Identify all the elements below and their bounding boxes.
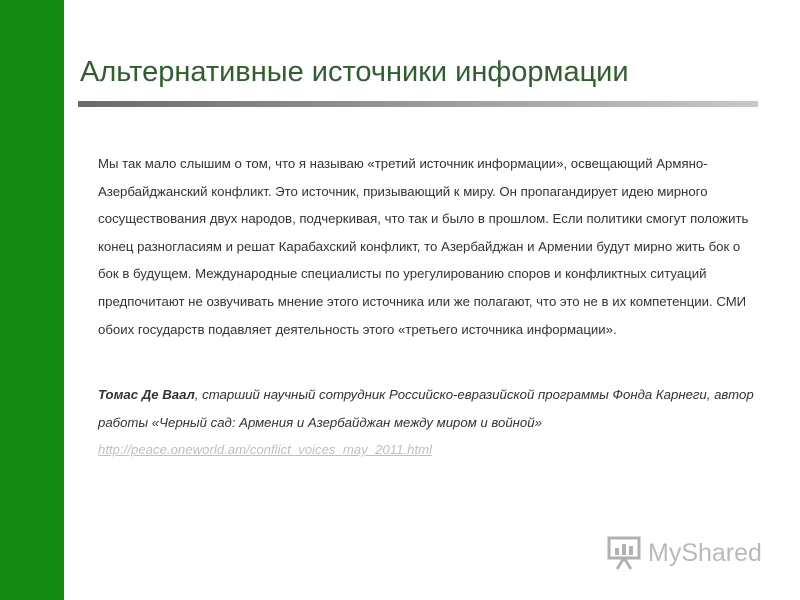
myshared-watermark — [606, 535, 762, 571]
left-accent-bar — [0, 0, 64, 600]
source-link[interactable]: http://peace.oneworld.am/conflict_voices_may_2011.html — [98, 442, 433, 457]
title-underline — [78, 101, 758, 107]
presentation-board-icon — [606, 535, 642, 571]
citation — [98, 381, 762, 436]
citation-author: Томас Де Ваал — [98, 387, 195, 402]
citation-description: , старший научный сотрудник Российско-евразийской программы Фонда Карнеги, автор работы «Черный сад: Армения и Азербайджан между миром и войной» — [98, 387, 754, 430]
slide-body-text: Мы так мало слышим о том, что я называю «третий источник информации», освещающий Армяно-Азербайджанский конфликт. Это источник, призывающий к миру. Он пропагандирует идею мирного сосуществования двух народов, подчеркивая, что так и было в прошлом. Если политики смогут положить конец разногласиям и решат Карабахский конфликт, то Азербайджан и Армении будут мирно жить бок о бок в будущем. Международные специалисты по урегулированию споров и конфликтных ситуаций предпочитают не озвучивать мнение этого источника или же полагают, что это не в их компетенции. СМИ обоих государств подавляет деятельность этого «третьего источника информации». — [98, 156, 749, 337]
slide-title: Альтернативные источники информации — [80, 56, 629, 88]
watermark-text: MyShared — [648, 539, 762, 567]
